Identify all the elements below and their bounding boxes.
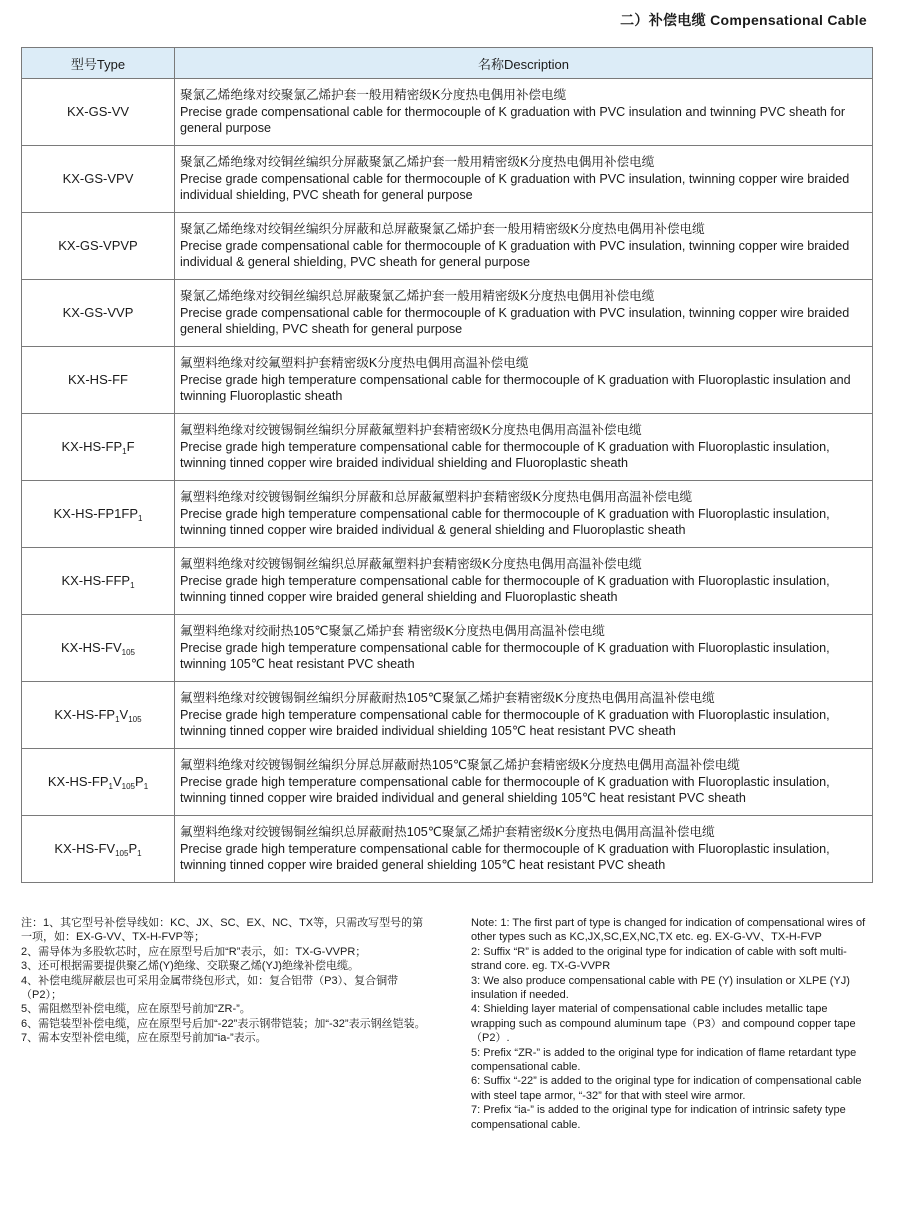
- description-cell: [175, 414, 873, 481]
- description-en: Precise grade high temperature compensational cable for thermocouple of K graduation with Fluoroplastic insulation, twinning tinned copper wire braided individual and general shielding 105℃ heat resistant PVC sheath: [180, 774, 830, 806]
- description-zh: 氟塑料绝缘对绞耐热105℃聚氯乙烯护套 精密级K分度热电偶用高温补偿电缆: [180, 624, 605, 639]
- type-code: KX-HS-FV: [60, 639, 122, 655]
- type-code: KX-GS-VPVP: [58, 237, 138, 253]
- type-cell: [22, 481, 175, 548]
- note-en-3: 3: We also produce compensational cable with PE (Y) insulation or XLPE (YJ) insulation if needed.: [471, 974, 850, 1002]
- note-en-1: Note: 1: The first part of type is changed for indication of compensational wires of other types such as KC,JX,SC,EX,NC,TX etc. eg. EX-G-VV、TX-H-FVP: [471, 917, 866, 944]
- table-row: [22, 615, 873, 682]
- note-en-5: 5: Prefix “ZR-” is added to the original type for indication of flame retardant type compensational cable.: [471, 1046, 857, 1074]
- description-en: Precise grade high temperature compensational cable for thermocouple of K graduation with Fluoroplastic insulation, twinning 105℃ heat resistant PVC sheath: [180, 640, 830, 672]
- description-zh: 氟塑料绝缘对绞镀锡铜丝编织总屏蔽氟塑料护套精密级K分度热电偶用高温补偿电缆: [180, 557, 642, 572]
- description-zh: 聚氯乙烯绝缘对绞铜丝编织分屏蔽聚氯乙烯护套一般用精密级K分度热电偶用补偿电缆: [180, 155, 655, 170]
- type-subscript: 105: [115, 848, 129, 858]
- type-subscript: 105: [121, 647, 136, 657]
- note-zh-7: 7、需本安型补偿电缆，应在原型号前加“ia-”表示。: [21, 1032, 267, 1045]
- description-cell: [175, 816, 873, 883]
- type-column-header: 型号Type: [22, 48, 175, 79]
- type-code: KX-GS-VV: [66, 103, 130, 119]
- description-zh: 氟塑料绝缘对绞镀锡铜丝编织分屏蔽耐热105℃聚氯乙烯护套精密级K分度热电偶用高温补偿电缆: [180, 691, 715, 706]
- description-en: Precise grade compensational cable for thermocouple of K graduation with PVC insulation, twinning copper wire braided general shielding, PVC sheath for general purpose: [180, 305, 850, 337]
- description-cell: [175, 146, 873, 213]
- note-en-2: 2: Suffix “R” is added to the original type for indication of cable with soft multi-strand core. eg. TX-G-VVPR: [471, 945, 847, 973]
- table-row: [22, 481, 873, 548]
- description-cell: [175, 280, 873, 347]
- description-column-header: 名称Description: [175, 48, 873, 79]
- type-cell: [22, 548, 175, 615]
- note-en-4: 4: Shielding layer material of compensational cable includes metallic tape wrapping such as compound aluminum tape（P3）and compound copper tape（P2）.: [471, 1003, 856, 1045]
- description-en: Precise grade high temperature compensational cable for thermocouple of K graduation with Fluoroplastic insulation, twinning tinned copper wire braided individual shielding and Fluoroplastic sheath: [180, 439, 830, 471]
- description-en: Precise grade high temperature compensational cable for thermocouple of K graduation with Fluoroplastic insulation, twinning tinned copper wire braided general shielding 105℃ heat resistant PVC sheath: [180, 841, 830, 873]
- description-en: Precise grade compensational cable for thermocouple of K graduation with PVC insulation, twinning copper wire braided individual shielding, PVC sheath for general purpose: [180, 171, 850, 203]
- type-suffix: V: [119, 706, 129, 722]
- description-zh: 氟塑料绝缘对绞镀锡铜丝编织分屏蔽氟塑料护套精密级K分度热电偶用高温补偿电缆: [180, 423, 642, 438]
- description-zh: 氟塑料绝缘对绞镀锡铜丝编织分屏蔽和总屏蔽氟塑料护套精密级K分度热电偶用高温补偿电缆: [180, 490, 693, 505]
- note-zh-5: 5、需阻燃型补偿电缆，应在原型号前加“ZR-”。: [21, 1003, 251, 1016]
- description-zh: 聚氯乙烯绝缘对绞铜丝编织分屏蔽和总屏蔽聚氯乙烯护套一般用精密级K分度热电偶用补偿电缆: [180, 222, 705, 237]
- table-row: [22, 280, 873, 347]
- table-row: [22, 414, 873, 481]
- type-subscript: 105: [121, 781, 136, 791]
- description-en: Precise grade high temperature compensational cable for thermocouple of K graduation with Fluoroplastic insulation and twinning Fluoroplastic sheath: [180, 372, 851, 404]
- table-row: [22, 146, 873, 213]
- type-subscript: 1: [138, 513, 143, 523]
- description-zh: 氟塑料绝缘对绞氟塑料护套精密级K分度热电偶用高温补偿电缆: [180, 356, 529, 371]
- description-en: Precise grade compensational cable for thermocouple of K graduation with PVC insulation and twinning PVC sheath for general purpose: [180, 104, 846, 136]
- note-zh-1: 注：1、其它型号补偿导线如：KC、JX、SC、EX、NC、TX等，只需改写型号的第一项，如：EX-G-VV、TX-H-FVP等；: [21, 917, 424, 944]
- type-code: KX-HS-FP1FP: [53, 505, 139, 521]
- note-zh-4: 4、补偿电缆屏蔽层也可采用金属带绕包形式，如：复合铝带（P3）、复合铜带（P2）；: [21, 974, 399, 1002]
- table-row: [22, 213, 873, 280]
- type-code: KX-HS-FF: [68, 371, 128, 387]
- description-cell: [175, 682, 873, 749]
- type-cell: [22, 347, 175, 414]
- type-code: KX-HS-FFP: [61, 572, 131, 588]
- type-code: KX-HS-FP: [61, 438, 123, 454]
- description-zh: 聚氯乙烯绝缘对绞聚氯乙烯护套一般用精密级K分度热电偶用补偿电缆: [180, 88, 567, 103]
- table-row: [22, 347, 873, 414]
- description-cell: [175, 548, 873, 615]
- notes-chinese: [21, 916, 431, 1046]
- type-subscript: 1: [143, 781, 149, 791]
- description-en: Precise grade high temperature compensational cable for thermocouple of K graduation with Fluoroplastic insulation, twinning tinned copper wire braided individual shielding 105℃ heat resistant PVC sheath: [180, 707, 830, 739]
- type-code: KX-GS-VPV: [62, 170, 134, 186]
- type-cell: [22, 816, 175, 883]
- table-header-row: [22, 48, 873, 79]
- description-zh: 氟塑料绝缘对绞镀锡铜丝编织分屏总屏蔽耐热105℃聚氯乙烯护套精密级K分度热电偶用高温补偿电缆: [180, 758, 740, 773]
- description-en: Precise grade high temperature compensational cable for thermocouple of K graduation with Fluoroplastic insulation, twinning tinned copper wire braided individual & general shielding and Fluoroplastic sheath: [180, 506, 830, 538]
- note-zh-6: 6、需铠装型补偿电缆，应在原型号后加“-22”表示钢带铠装；加“-32”表示钢丝铠装。: [21, 1017, 426, 1030]
- description-cell: [175, 213, 873, 280]
- description-en: Precise grade high temperature compensational cable for thermocouple of K graduation with Fluoroplastic insulation, twinning tinned copper wire braided general shielding and Fluoroplastic sheath: [180, 573, 830, 605]
- table-row: [22, 682, 873, 749]
- description-en: Precise grade compensational cable for thermocouple of K graduation with PVC insulation, twinning copper wire braided individual & general shielding, PVC sheath for general purpose: [180, 238, 850, 270]
- type-suffix: F: [126, 438, 135, 454]
- type-cell: [22, 146, 175, 213]
- type-cell: [22, 79, 175, 146]
- type-subscript: 1: [108, 781, 113, 791]
- type-cell: [22, 414, 175, 481]
- type-cell: [22, 213, 175, 280]
- type-code: KX-HS-FV: [54, 840, 116, 856]
- description-cell: [175, 347, 873, 414]
- table-row: [22, 548, 873, 615]
- note-en-7: 7: Prefix “ia-” is added to the original type for indication of intrinsic safety type compensational cable.: [471, 1104, 846, 1131]
- table-row: [22, 816, 873, 883]
- type-subscript: 1: [137, 848, 142, 858]
- table-row: [22, 79, 873, 146]
- description-cell: [175, 79, 873, 146]
- description-cell: [175, 615, 873, 682]
- type-subscript: 1: [122, 446, 127, 456]
- type-subscript: 1: [130, 580, 135, 590]
- description-zh: 聚氯乙烯绝缘对绞铜丝编织总屏蔽聚氯乙烯护套一般用精密级K分度热电偶用补偿电缆: [180, 289, 655, 304]
- type-cell: [22, 280, 175, 347]
- type-code: KX-HS-FP: [47, 773, 109, 789]
- type-code: KX-GS-VVP: [62, 304, 134, 320]
- note-zh-3: 3、还可根据需要提供聚乙烯(Y)绝缘、交联聚乙烯(YJ)绝缘补偿电缆。: [21, 960, 359, 973]
- description-cell: [175, 749, 873, 816]
- type-cell: [22, 682, 175, 749]
- cable-spec-table: [21, 47, 873, 883]
- type-subscript: 1: [115, 714, 120, 724]
- type-cell: [22, 615, 175, 682]
- type-code: KX-HS-FP: [54, 706, 116, 722]
- section-title: 二）补偿电缆 Compensational Cable: [620, 12, 867, 28]
- note-zh-2: 2、需导体为多股软芯时，应在原型号后加“R”表示，如：TX-G-VVPR；: [21, 945, 367, 958]
- notes-english: [471, 916, 873, 1132]
- note-en-6: 6: Suffix “-22” is added to the original type for indication of compensational cable with steel tape armor, “-32” for that with steel wire armor.: [471, 1075, 862, 1102]
- description-zh: 氟塑料绝缘对绞镀锡铜丝编织总屏蔽耐热105℃聚氯乙烯护套精密级K分度热电偶用高温补偿电缆: [180, 825, 715, 840]
- type-cell: [22, 749, 175, 816]
- description-cell: [175, 481, 873, 548]
- type-suffix: P: [128, 840, 138, 856]
- table-row: [22, 749, 873, 816]
- type-suffix: P: [135, 773, 144, 789]
- type-subscript: 105: [128, 714, 142, 724]
- type-suffix: V: [112, 773, 122, 789]
